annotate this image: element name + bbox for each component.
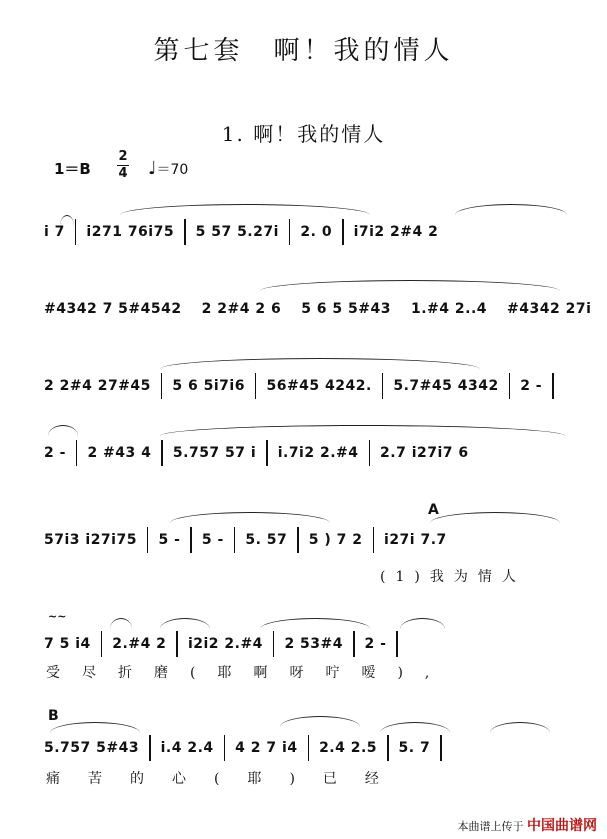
measure: #4342 27i	[507, 301, 592, 317]
measure: 2.#4 2	[112, 636, 167, 652]
measure: 5 ) 7 2	[308, 532, 363, 548]
measure: i.7i2 2.#4	[277, 445, 359, 461]
measure: i.4 2.4	[160, 740, 214, 756]
measure: 57i3 i27i75	[44, 532, 137, 548]
measure: 5 -	[158, 532, 181, 548]
measure: 5 6 5 5#43	[301, 301, 391, 317]
measure: 2.7 i27i7 6	[380, 445, 469, 461]
time-signature-bottom: 4	[118, 166, 128, 181]
measure: #4342 7 5#4542	[44, 301, 182, 317]
footer-text: 本曲谱上传于	[457, 820, 524, 833]
page-title: 第七套 啊！我的情人	[153, 36, 454, 66]
lyrics-line-3: 痛苦的心(耶)已经	[46, 771, 407, 787]
time-signature-top: 2	[118, 149, 128, 164]
measure: 56#45 4242.	[266, 378, 372, 394]
staff-row-2	[44, 289, 592, 329]
measure: 1.#4 2..4	[411, 301, 488, 317]
measure: i7i2 2#4 2	[353, 224, 439, 240]
measure: 5 6 5i7i6	[172, 378, 245, 394]
staff-row-6	[44, 624, 572, 664]
measure: 5. 57	[245, 532, 288, 548]
section-mark-b: B	[48, 708, 59, 724]
measure: 2 2#4 27#45	[44, 378, 151, 394]
lyrics-line-2: 受尽折磨(耶啊呀咛嗳),	[46, 665, 452, 681]
measure: 4 2 7 i4	[235, 740, 298, 756]
quarter-note-icon: ♩	[148, 158, 157, 179]
time-signature	[117, 150, 129, 181]
measure: 2.4 2.5	[319, 740, 378, 756]
measure: i271 76i75	[86, 224, 175, 240]
staff-row-4	[44, 433, 572, 473]
staff-row-3	[44, 366, 572, 406]
tempo-value: ＝70	[156, 162, 189, 178]
measure: 2 53#4	[284, 636, 344, 652]
site-logo[interactable]: 中国曲谱网	[527, 818, 597, 834]
measure: 5.757 5#43	[44, 740, 140, 756]
measure: 2 -	[44, 445, 66, 461]
section-mark-a: A	[428, 502, 439, 518]
measure: 2 2#4 2 6	[201, 301, 282, 317]
measure: 2 #43 4	[87, 445, 152, 461]
footer-credit	[458, 815, 598, 835]
measure: 5 -	[201, 532, 224, 548]
measure: i2i2 2.#4	[187, 636, 263, 652]
measure: 5. 7	[398, 740, 431, 756]
ornament-mark: ~~	[48, 610, 67, 623]
staff-row-1	[44, 212, 572, 252]
tempo-marking	[148, 158, 188, 179]
measure: 5.7#45 4342	[393, 378, 499, 394]
staff-row-5	[44, 520, 572, 560]
measure: 5.757 57 i	[172, 445, 257, 461]
measure: 2 -	[364, 636, 387, 652]
measure: i 7	[44, 224, 65, 240]
key-signature: 1＝B	[54, 160, 91, 178]
measure: 2 -	[520, 378, 543, 394]
staff-row-7	[44, 728, 572, 768]
song-subtitle: 1. 啊！我的情人	[221, 122, 386, 146]
lyrics-line-1: (1)我为情人	[380, 569, 526, 585]
measure: 7 5 i4	[44, 636, 91, 652]
measure: 2. 0	[300, 224, 333, 240]
measure: i27i 7.7	[384, 532, 447, 548]
measure: 5 57 5.27i	[195, 224, 279, 240]
